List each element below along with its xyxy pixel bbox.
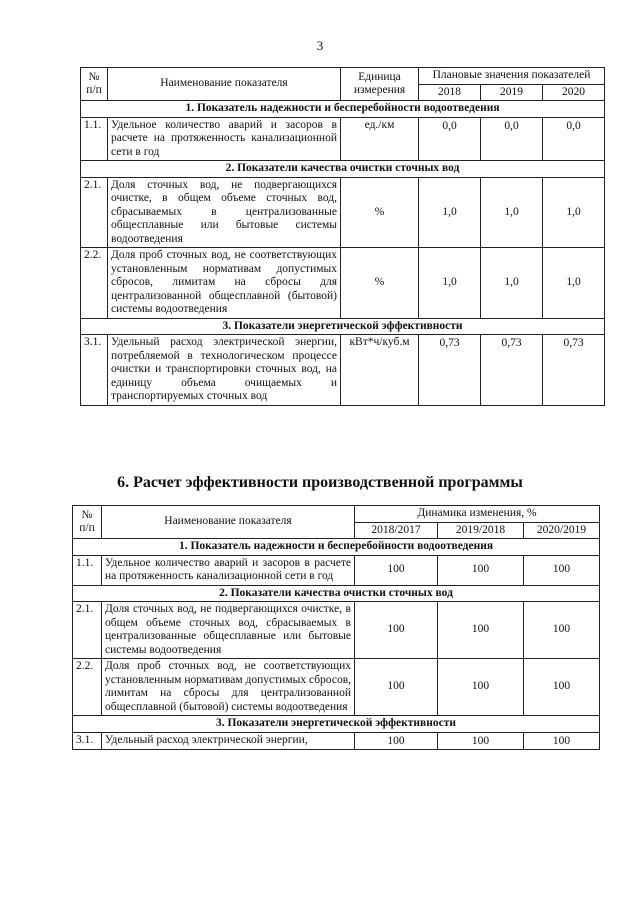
row-name: Доля проб сточных вод, не соответствующих установленным нормативам допустимых сбросов, лимитам на сбросы для централизованной общесплавной (бытовой) системы водоотведения [108, 248, 341, 319]
row-value: 100 [438, 555, 524, 585]
table-row [81, 335, 605, 406]
header-period: 2019/2018 [438, 522, 524, 539]
section-title: 1. Показатель надежности и бесперебойности водоотведения [81, 101, 605, 118]
row-value: 0,0 [543, 117, 605, 161]
row-unit: % [341, 177, 419, 248]
section-title: 3. Показатели энергетической эффективности [81, 318, 605, 335]
row-value: 100 [355, 732, 438, 750]
table-row [73, 659, 600, 716]
header-year: 2020 [543, 84, 605, 101]
section-title: 3. Показатели энергетической эффективности [73, 716, 600, 733]
row-value: 100 [524, 732, 600, 750]
row-value: 1,0 [481, 248, 543, 319]
header-period: 2020/2019 [524, 522, 600, 539]
header-no: № п/п [73, 506, 102, 539]
row-name: Доля сточных вод, не подвергающихся очистке, в общем объеме сточных вод, сбрасываемых в централизованные общесплавные или бытовые системы водоотведения [102, 602, 355, 659]
row-no: 2.2. [81, 248, 108, 319]
header-dynamics: Динамика изменения, % [355, 506, 600, 523]
row-value: 100 [524, 555, 600, 585]
row-no: 2.2. [73, 659, 102, 716]
row-no: 2.1. [81, 177, 108, 248]
table-row [73, 602, 600, 659]
row-value: 1,0 [543, 248, 605, 319]
row-name: Удельное количество аварий и засоров в расчете на протяженность канализационной сети в год [108, 117, 341, 161]
row-no: 2.1. [73, 602, 102, 659]
row-value: 100 [524, 659, 600, 716]
row-no: 3.1. [81, 335, 108, 406]
row-name: Удельное количество аварий и засоров в расчете на протяженность канализационной сети в год [102, 555, 355, 585]
row-unit: кВт*ч/куб.м [341, 335, 419, 406]
row-unit: % [341, 248, 419, 319]
section-title: 2. Показатели качества очистки сточных вод [81, 161, 605, 178]
row-value: 0,0 [419, 117, 481, 161]
page-number: 3 [316, 38, 324, 53]
row-name: Доля сточных вод, не подвергающихся очистке, в общем объеме сточных вод, сбрасываемых в централизованные общесплавные или бытовые системы водоотведения [108, 177, 341, 248]
header-name: Наименование показателя [102, 506, 355, 539]
table-row [81, 117, 605, 161]
row-value: 100 [355, 555, 438, 585]
row-value: 1,0 [543, 177, 605, 248]
row-value: 100 [438, 659, 524, 716]
header-year: 2019 [481, 84, 543, 101]
row-no: 1.1. [73, 555, 102, 585]
header-no: № п/п [81, 68, 108, 101]
row-name: Доля проб сточных вод, не соответствующих установленным нормативам допустимых сбросов, лимитам на сбросы для централизованной общесплавной (бытовой) системы водоотведения [102, 659, 355, 716]
row-value: 1,0 [419, 248, 481, 319]
row-value: 100 [355, 602, 438, 659]
row-unit: ед./км [341, 117, 419, 161]
plan-indicators-table [80, 67, 605, 406]
row-value: 1,0 [481, 177, 543, 248]
efficiency-table [72, 505, 600, 750]
row-value: 100 [355, 659, 438, 716]
table-row [81, 177, 605, 248]
table-row [73, 555, 600, 585]
header-name: Наименование показателя [108, 68, 341, 101]
table-row [73, 732, 600, 750]
row-value: 0,73 [481, 335, 543, 406]
section-title: 1. Показатель надежности и бесперебойности водоотведения [73, 539, 600, 556]
row-value: 100 [438, 602, 524, 659]
row-no: 1.1. [81, 117, 108, 161]
table-row [81, 248, 605, 319]
row-value: 1,0 [419, 177, 481, 248]
row-value: 100 [438, 732, 524, 750]
row-name: Удельный расход электрической энергии, потребляемой в технологическом процессе очистки и транспортировки сточных вод, на единицу объема очищаемых и транспортируемых сточных вод [108, 335, 341, 406]
header-unit: Единица измерения [341, 68, 419, 101]
row-value: 0,73 [543, 335, 605, 406]
header-year: 2018 [419, 84, 481, 101]
row-name: Удельный расход электрической энергии, [102, 732, 355, 750]
section6-title: 6. Расчет эффективности производственной программы [117, 474, 523, 491]
row-value: 100 [524, 602, 600, 659]
header-plan: Плановые значения показателей [419, 68, 605, 85]
row-no: 3.1. [73, 732, 102, 750]
row-value: 0,73 [419, 335, 481, 406]
section-title: 2. Показатели качества очистки сточных вод [73, 585, 600, 602]
row-value: 0,0 [481, 117, 543, 161]
header-period: 2018/2017 [355, 522, 438, 539]
